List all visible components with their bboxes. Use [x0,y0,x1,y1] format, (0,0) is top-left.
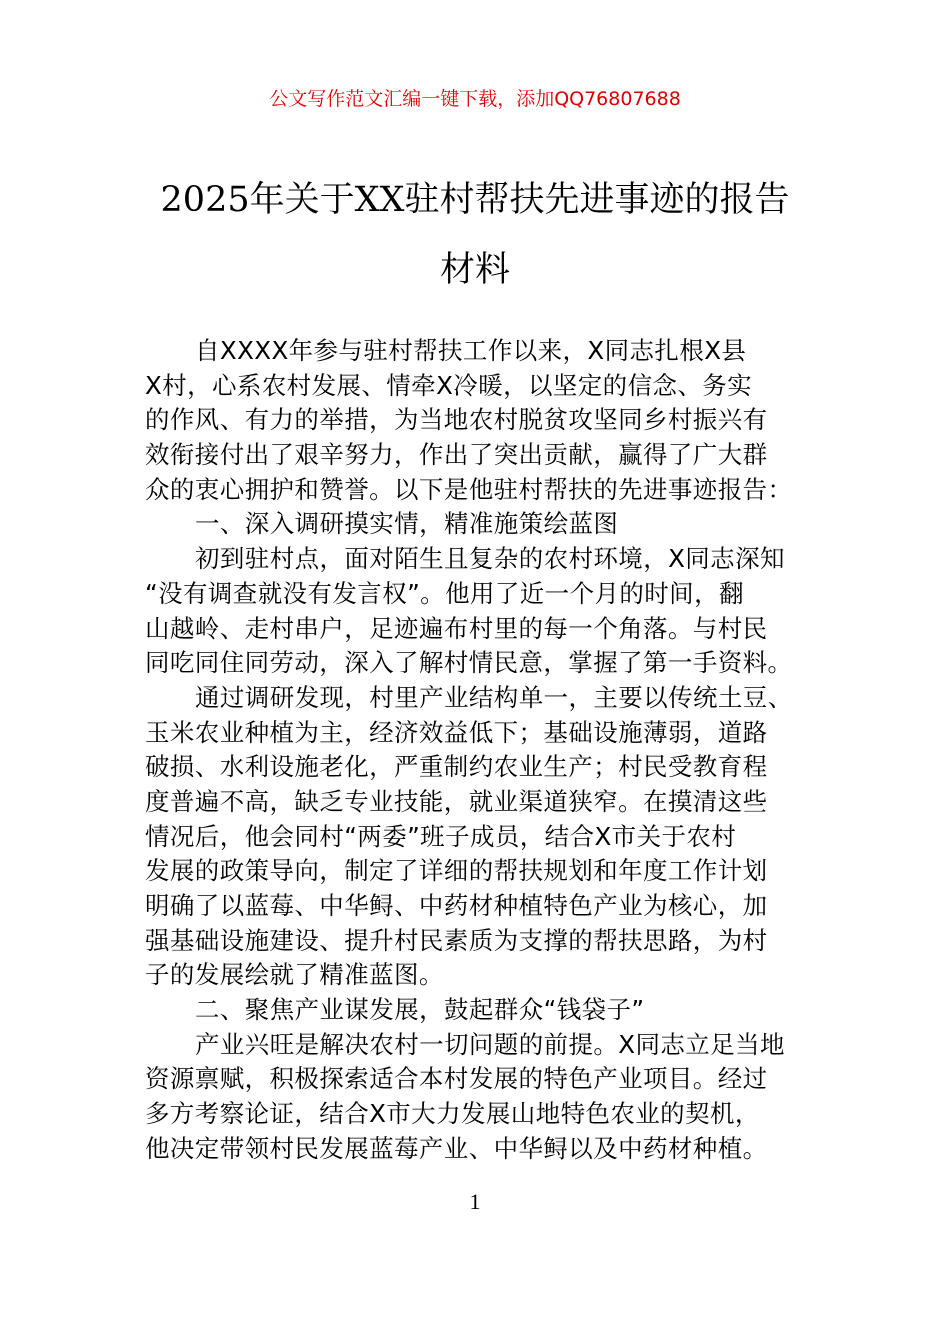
body-text-line: 玉米农业种植为主，经济效益低下；基础设施薄弱，道路 [145,717,768,747]
watermark-header: 公文写作范文汇编一键下载，添加QQ76807688 [269,88,681,110]
body-text-line: “没有调查就没有发言权”。他用了近一个月的时间，翻 [145,578,744,608]
page-number: 1 [469,1189,481,1214]
body-text-line: 度普遍不高，缺乏专业技能，就业渠道狭窄。在摸清这些 [145,786,768,816]
body-text-line: 自XXXX年参与驻村帮扶工作以来，X同志扎根X县 [195,336,747,365]
body-text-line: 他决定带领村民发展蓝莓产业、中华鲟以及中药材种植。 [145,1133,768,1163]
body-text-line: 的作风、有力的举措，为当地农村脱贫攻坚同乡村振兴有 [145,405,768,435]
body-text-line: 众的衷心拥护和赞誉。以下是他驻村帮扶的先进事迹报告： [145,474,793,504]
body-text-line: 通过调研发现，村里产业结构单一，主要以传统土豆、 [195,682,793,712]
body-text-line: 明确了以蓝莓、中华鲟、中药材种植特色产业为核心，加 [145,891,768,920]
body-text-line: 山越岭、走村串户，足迹遍布村里的每一个角落。与村民 [145,613,768,643]
body-text-line: 同吃同住同劳动，深入了解村情民意，掌握了第一手资料。 [145,648,793,678]
body-text-line: 破损、水利设施老化，严重制约农业生产；村民受教育程 [145,752,768,782]
body-text-line: X村，心系农村发展、情牵X冷暖，以坚定的信念、务实 [145,370,753,400]
body-text-line: 效衔接付出了艰辛努力，作出了突出贡献，赢得了广大群 [145,440,768,470]
body-text-line: 初到驻村点，面对陌生且复杂的农村环境，X同志深知 [195,544,785,574]
document-title-line-2: 材料 [439,250,510,290]
body-text-line: 多方考察论证，结合X市大力发展山地特色农业的契机， [145,1099,760,1129]
body-text-line: 情况后，他会同村“两委”班子成员，结合X市关于农村 [145,821,737,851]
body-text-line: 二、聚焦产业谋发展，鼓起群众“钱袋子” [195,995,645,1025]
body-text-line: 发展的政策导向，制定了详细的帮扶规划和年度工作计划 [145,856,768,886]
body-text-line: 产业兴旺是解决农村一切问题的前提。X同志立足当地 [195,1029,785,1059]
body-text-line: 强基础设施建设、提升村民素质为支撑的帮扶思路，为村 [145,925,768,955]
body-text-line: 一、深入调研摸实情，精准施策绘蓝图 [195,509,619,539]
body-text-line: 子的发展绘就了精准蓝图。 [145,960,444,990]
document-body [145,334,825,1167]
document-title-line-1: 2025年关于XX驻村帮扶先进事迹的报告 [160,180,790,220]
body-text-line: 资源禀赋，积极探索适合本村发展的特色产业项目。经过 [145,1064,768,1094]
